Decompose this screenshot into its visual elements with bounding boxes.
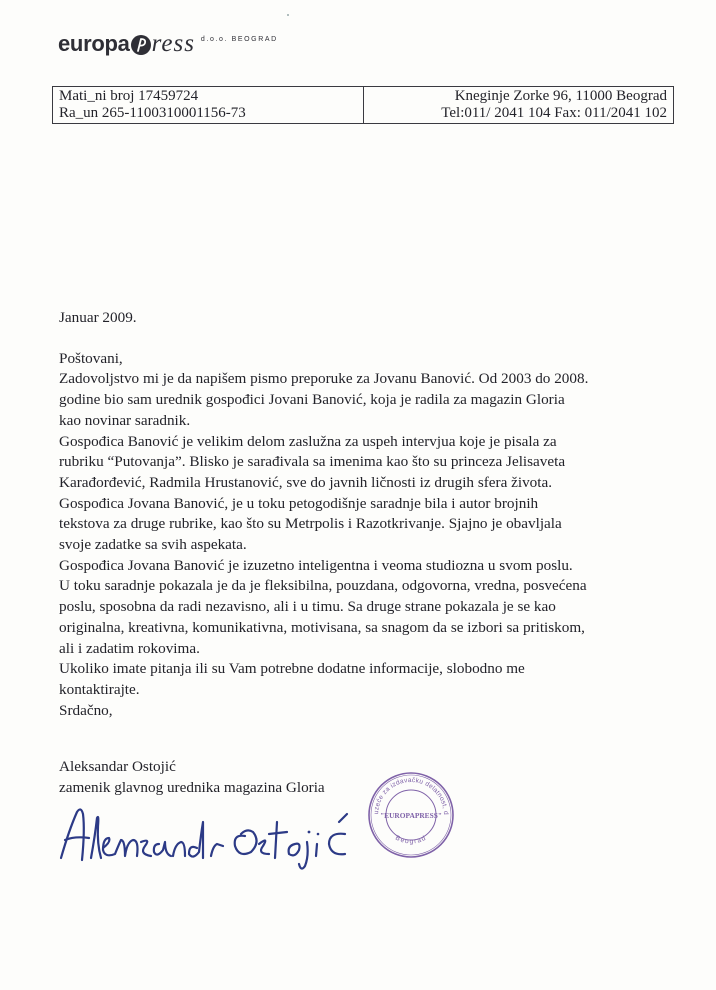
letter-greeting: Poštovani, [59, 349, 123, 367]
letter-line: Gospođica Jovana Banović, je u toku petogodišnje saradnje bila i autor brojnih [59, 494, 539, 512]
letter-line: poslu, sposobna da radi nezavisno, ali i u timu. Sa druge strane pokazala je se kao [59, 598, 556, 616]
letter-line: tekstova za druge rubrike, kao što su Metrpolis i Razotkrivanje. Sjajno je obavljala [59, 515, 562, 533]
letter-line: kontaktirajte. [59, 680, 140, 698]
letter-line: U toku saradnje pokazala je da je fleksibilna, pouzdana, odgovorna, vredna, posvećena [59, 577, 587, 595]
signatory-title: zamenik glavnog urednika magazina Gloria [59, 779, 325, 796]
letter-line: svoje zadatke sa svih aspekata. [59, 536, 247, 554]
letter-line: ali i zadatim rokovima. [59, 639, 200, 657]
letter-line: Gospođica Jovana Banović je izuzetno inteligentna i veoma studiozna u svom poslu. [59, 556, 573, 574]
company-logo [58, 30, 278, 58]
signatory-name: Aleksandar Ostojić [59, 758, 176, 775]
letter-line: Zadovoljstvo mi je da napišem pismo preporuke za Jovanu Banović. Od 2003 do 2008. [59, 370, 589, 388]
logo-word: europa [58, 31, 130, 56]
letter-line: godine bio sam urednik gospođici Jovani Banović, koja je radila za magazin Gloria [59, 391, 565, 409]
stamp-bottom-text: Beograd [394, 834, 428, 846]
letter-line: Gospođica Banović je velikim delom zaslužna za uspeh intervjua koje je pisala za [59, 432, 557, 450]
company-info-box [52, 86, 674, 124]
company-phone-fax: Tel:011/ 2041 104 Fax: 011/2041 102 [441, 105, 667, 121]
logo-p-circle-icon [131, 35, 151, 55]
letter-line: originalna, kreativna, komunikativna, motivisana, sa snagom da se izbori sa pritiskom, [59, 618, 585, 636]
company-address: Kneginje Zorke 96, 11000 Beograd [454, 88, 667, 104]
logo-script: ress [151, 30, 195, 57]
svg-text:Beograd [394, 834, 428, 845]
logo-subtitle: d.o.o. BEOGRAD [200, 36, 278, 43]
letter-closing: Srdačno, [59, 701, 113, 719]
stamp-center-text: "EUROPAPRESS" [380, 811, 442, 820]
letter-line: rubriku “Putovanja”. Blisko je sarađivala sa imenima kao što su princeza Jelisaveta [59, 453, 566, 471]
letter-date: Januar 2009. [59, 309, 137, 326]
registration-number: Mati_ni broj 17459724 [59, 88, 199, 104]
stamp-outer-text: uzeće za izdavačku delatnost, d [372, 776, 450, 816]
company-stamp [366, 770, 456, 865]
company-id-cell [53, 87, 364, 123]
bank-account: Ra_un 265-1100310001156-73 [59, 105, 246, 121]
letter-line: kao novinar saradnik. [59, 411, 191, 429]
letter-line: Karađorđević, Radmila Hrustanović, sve do javnih ličnosti iz drugih sfera života. [59, 473, 553, 491]
svg-text:Preduzeće za izdavačku delatno [366, 770, 449, 815]
company-contact-cell [364, 87, 674, 123]
handwritten-signature [55, 800, 355, 875]
signatory-block [59, 756, 325, 798]
letter-body [59, 308, 689, 721]
letter-line: Ukoliko imate pitanja ili su Vam potrebne dodatne informacije, slobodno me [59, 660, 525, 678]
scan-speck [287, 14, 289, 16]
